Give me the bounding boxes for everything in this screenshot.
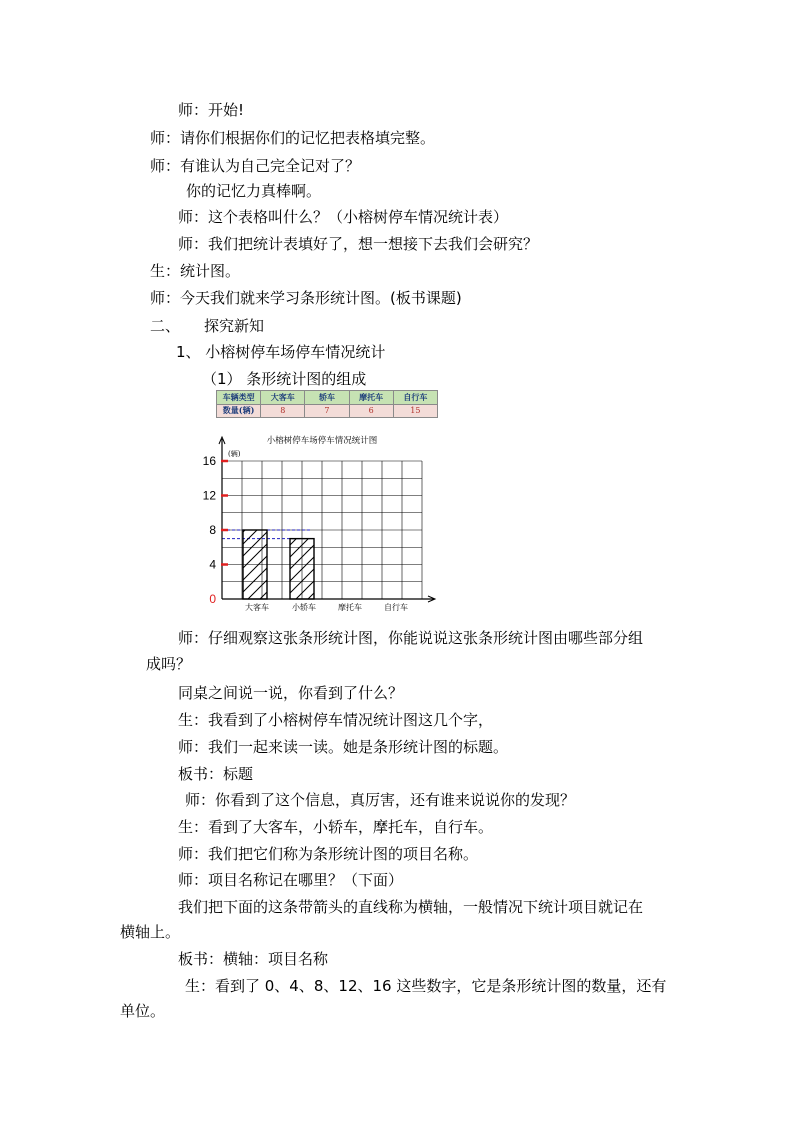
after-text-line-8: 生：看到了大客车，小轿车，摩托车，自行车。 <box>178 818 494 836</box>
bar-大客车 <box>243 530 267 599</box>
table-header-cell: 大客车 <box>261 391 305 405</box>
subsection-heading: 1、 小榕树停车场停车情况统计 <box>176 343 386 361</box>
after-text-line-14: 生：看到了 0、4、8、12、16 这些数字，它是条形统计图的数量，还有 <box>185 977 667 995</box>
text-line-2: 师：请你们根据你们的记忆把表格填完整。 <box>150 129 436 147</box>
after-text-line-1: 师：仔细观察这张条形统计图，你能说说这张条形统计图由哪些部分组 <box>178 629 644 647</box>
after-text-line-5: 师：我们一起来读一读。她是条形统计图的标题。 <box>178 738 509 756</box>
text-line-1: 师：开始! <box>178 101 245 119</box>
after-text-line-7: 师：你看到了这个信息，真厉害，还有谁来说说你的发现？ <box>185 791 576 809</box>
text-line-3: 师：有谁认为自己完全记对了？ <box>150 157 361 175</box>
table-header-cell: 摩托车 <box>349 391 393 405</box>
table-cell: 15 <box>393 404 437 418</box>
x-category-label-1: 大客车 <box>245 603 269 612</box>
table-header-cell: 车辆类型 <box>217 391 261 405</box>
table-cell: 7 <box>305 404 349 418</box>
table-cell: 8 <box>261 404 305 418</box>
bar-chart <box>198 433 438 617</box>
after-text-line-11: 我们把下面的这条带箭头的直线称为横轴，一般情况下统计项目就记在 <box>178 898 644 916</box>
after-text-line-13: 板书：横轴：项目名称 <box>178 950 329 968</box>
section-number: 二、 <box>150 317 181 335</box>
after-text-line-9: 师：我们把它们称为条形统计图的项目名称。 <box>178 845 479 863</box>
text-line-5: 师：这个表格叫什么？（小榕树停车情况统计表） <box>178 208 509 226</box>
text-line-4: 你的记忆力真棒啊。 <box>186 182 322 200</box>
table-header-cell: 自行车 <box>393 391 437 405</box>
y-tick-label-16: 16 <box>202 454 216 468</box>
after-text-line-3: 同桌之间说一说，你看到了什么？ <box>178 684 404 702</box>
x-category-label-4: 自行车 <box>384 603 408 612</box>
table-cell: 6 <box>349 404 393 418</box>
after-text-line-15: 单位。 <box>120 1002 166 1020</box>
text-line-8: 师：今天我们就来学习条形统计图。(板书课题) <box>150 289 462 307</box>
after-text-line-6: 板书：标题 <box>178 765 254 783</box>
x-category-label-2: 小轿车 <box>292 603 316 612</box>
y-tick-label-4: 4 <box>209 557 216 572</box>
text-line-7: 生：统计图。 <box>150 262 241 280</box>
table-row <box>217 404 438 418</box>
table-header-cell: 轿车 <box>305 391 349 405</box>
chart-title: 小榕树停车场停车情况统计图 <box>266 436 378 446</box>
x-category-label-3: 摩托车 <box>338 603 362 612</box>
vehicle-count-table <box>216 390 438 418</box>
after-text-line-2: 成吗？ <box>146 655 192 673</box>
y-tick-label-8: 8 <box>209 523 216 537</box>
after-text-line-12: 横轴上。 <box>120 923 181 941</box>
table-header-row <box>217 391 438 405</box>
y-axis-unit-label: (辆) <box>228 450 241 458</box>
bar-小轿车 <box>290 539 314 599</box>
y-tick-label-12: 12 <box>202 488 216 503</box>
subsubsection-heading: （1） 条形统计图的组成 <box>202 370 367 388</box>
after-text-line-10: 师：项目名称记在哪里？（下面） <box>178 871 404 889</box>
y-tick-label-0: 0 <box>209 592 216 606</box>
section-title: 探究新知 <box>204 317 265 335</box>
text-line-6: 师：我们把统计表填好了，想一想接下去我们会研究？ <box>178 235 539 253</box>
after-text-line-4: 生：我看到了小榕树停车情况统计图这几个字， <box>178 711 494 729</box>
table-cell-label: 数量(辆) <box>217 404 261 418</box>
